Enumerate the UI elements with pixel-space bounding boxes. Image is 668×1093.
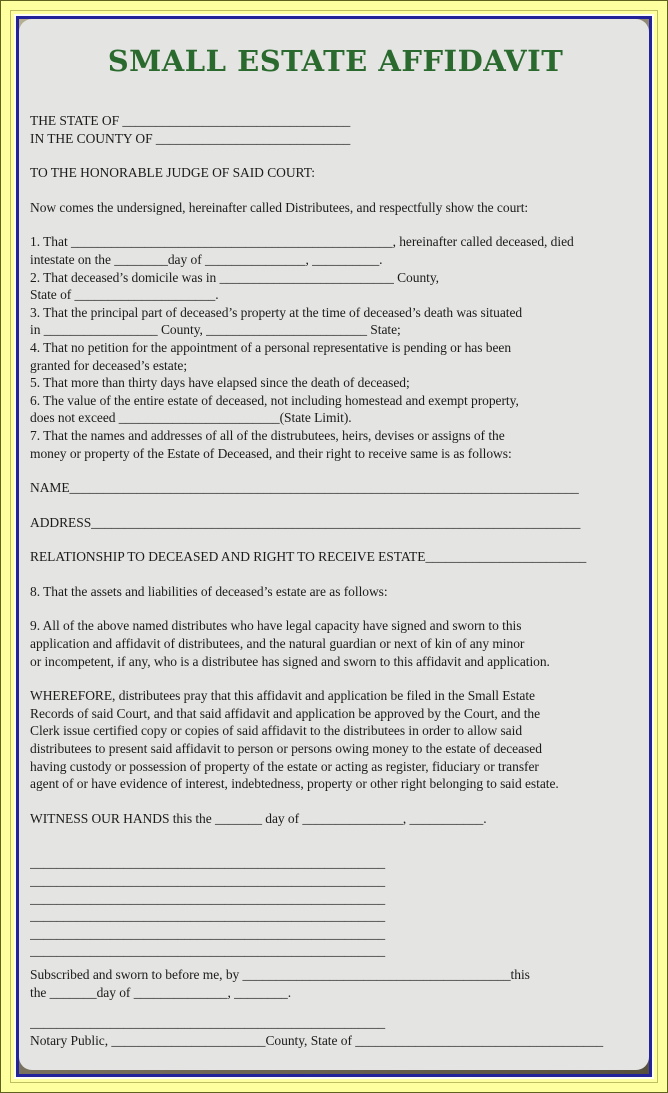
item-1-line: 1. That ________________________________________________, hereinafter called deceased, died — [30, 234, 574, 250]
witness-line: WITNESS OUR HANDS this the _______ day of _______________, ___________. — [30, 810, 487, 826]
wherefore-line-1: WHEREFORE, distributees pray that this affidavit and application be filed in the Small Estate — [30, 688, 535, 704]
salutation-block — [30, 164, 641, 182]
item-2-line: 2. That deceased’s domicile was in __________________________ County, — [30, 269, 439, 285]
county-of-line: IN THE COUNTY OF _____________________________ — [30, 130, 351, 146]
subscribed-block — [30, 966, 641, 1001]
signature-line-2: _____________________________________________________ — [30, 873, 386, 888]
name-field-block — [30, 479, 641, 497]
relationship-field-block — [30, 548, 641, 566]
item-6-line: 6. The value of the entire estate of deceased, not including homestead and exempt property, — [30, 392, 519, 408]
wherefore-line-3: Clerk issue certified copy or copies of said affidavit to the distributees in order to allow said — [30, 723, 523, 739]
state-of-line: THE STATE OF __________________________________ — [30, 113, 351, 128]
name-field-line: NAME____________________________________________________________________________ — [30, 480, 579, 496]
signature-line-3: _____________________________________________________ — [30, 890, 386, 906]
page-title: SMALL ESTATE AFFIDAVIT — [107, 44, 564, 78]
wherefore-line-2: Records of said Court, and that said affidavit and application be approved by the Court, and the — [30, 705, 541, 721]
item-3-line: 3. That the principal part of deceased’s property at the time of deceased’s death was situated — [30, 304, 523, 320]
notary-public-line: Notary Public, _______________________County, State of _____________________________________ — [30, 1032, 604, 1048]
item-4-continuation: granted for deceased’s estate; — [30, 357, 188, 373]
notary-signature-line: _____________________________________________________ — [30, 1015, 386, 1031]
numbered-items-block — [30, 233, 641, 462]
witness-block — [30, 810, 641, 828]
signature-line-4: _____________________________________________________ — [30, 908, 386, 924]
relationship-field-line: RELATIONSHIP TO DECEASED AND RIGHT TO RECEIVE ESTATE________________________ — [30, 549, 587, 565]
subscribed-line-2: the _______day of ______________, ________. — [30, 984, 292, 1000]
affidavit-page — [19, 19, 649, 1070]
signature-line-6: _____________________________________________________ — [30, 943, 386, 959]
item-5-line: 5. That more than thirty days have elapsed since the death of deceased; — [30, 375, 410, 391]
wherefore-line-6: agent of or have evidence of interest, indebtedness, property or other right belonging to said estate. — [30, 776, 559, 792]
item-7-continuation: money or property of the Estate of Deceased, and their right to receive same is as follows: — [30, 445, 512, 461]
navy-border-mat — [16, 16, 652, 1077]
item-4-line: 4. That no petition for the appointment of a personal representative is pending or has been — [30, 339, 512, 355]
court-header — [30, 112, 641, 147]
wherefore-line-5: having custody or possession of property of the estate or acting as register, fiduciary or transfer — [30, 758, 539, 774]
notary-block — [30, 1014, 641, 1049]
item-9-line-1: 9. All of the above named distributes who have legal capacity have signed and sworn to this — [30, 618, 522, 634]
salutation-line: TO THE HONORABLE JUDGE OF SAID COURT: — [30, 165, 315, 181]
intro-line: Now comes the undersigned, hereinafter called Distributees, and respectfully show the court: — [30, 199, 529, 215]
pinstripe-border — [10, 10, 658, 1083]
address-field-block — [30, 514, 641, 532]
address-field-line: ADDRESS_________________________________________________________________________ — [30, 514, 581, 530]
item-3-continuation: in _________________ County, ________________________ State; — [30, 322, 401, 338]
wherefore-block — [30, 687, 641, 793]
item-8-block — [30, 583, 641, 601]
item-9-block — [30, 617, 641, 670]
signature-line-5: _____________________________________________________ — [30, 925, 386, 941]
item-1-continuation: intestate on the ________day of _______________, __________. — [30, 251, 383, 267]
item-2-continuation: State of _____________________. — [30, 287, 219, 303]
item-8-line: 8. That the assets and liabilities of deceased’s estate are as follows: — [30, 583, 388, 599]
white-matte — [14, 14, 654, 1079]
item-7-line: 7. That the names and addresses of all of the distrubutees, heirs, devises or assigns of the — [30, 427, 505, 443]
wherefore-line-4: distributees to present said affidavit to person or persons owing money to the estate of deceased — [30, 741, 542, 757]
item-9-line-3: or incompetent, if any, who is a distributee has signed and sworn to this affidavit and application. — [30, 653, 550, 669]
item-9-line-2: application and affidavit of distributees, and the natural guardian or next of kin of any minor — [30, 636, 525, 652]
item-6-continuation: does not exceed ________________________(State Limit). — [30, 410, 352, 426]
intro-block — [30, 199, 641, 217]
signature-line-1: _____________________________________________________ — [30, 855, 386, 871]
signature-lines-block — [30, 854, 641, 960]
subscribed-line-1: Subscribed and sworn to before me, by ________________________________________this — [30, 966, 530, 982]
